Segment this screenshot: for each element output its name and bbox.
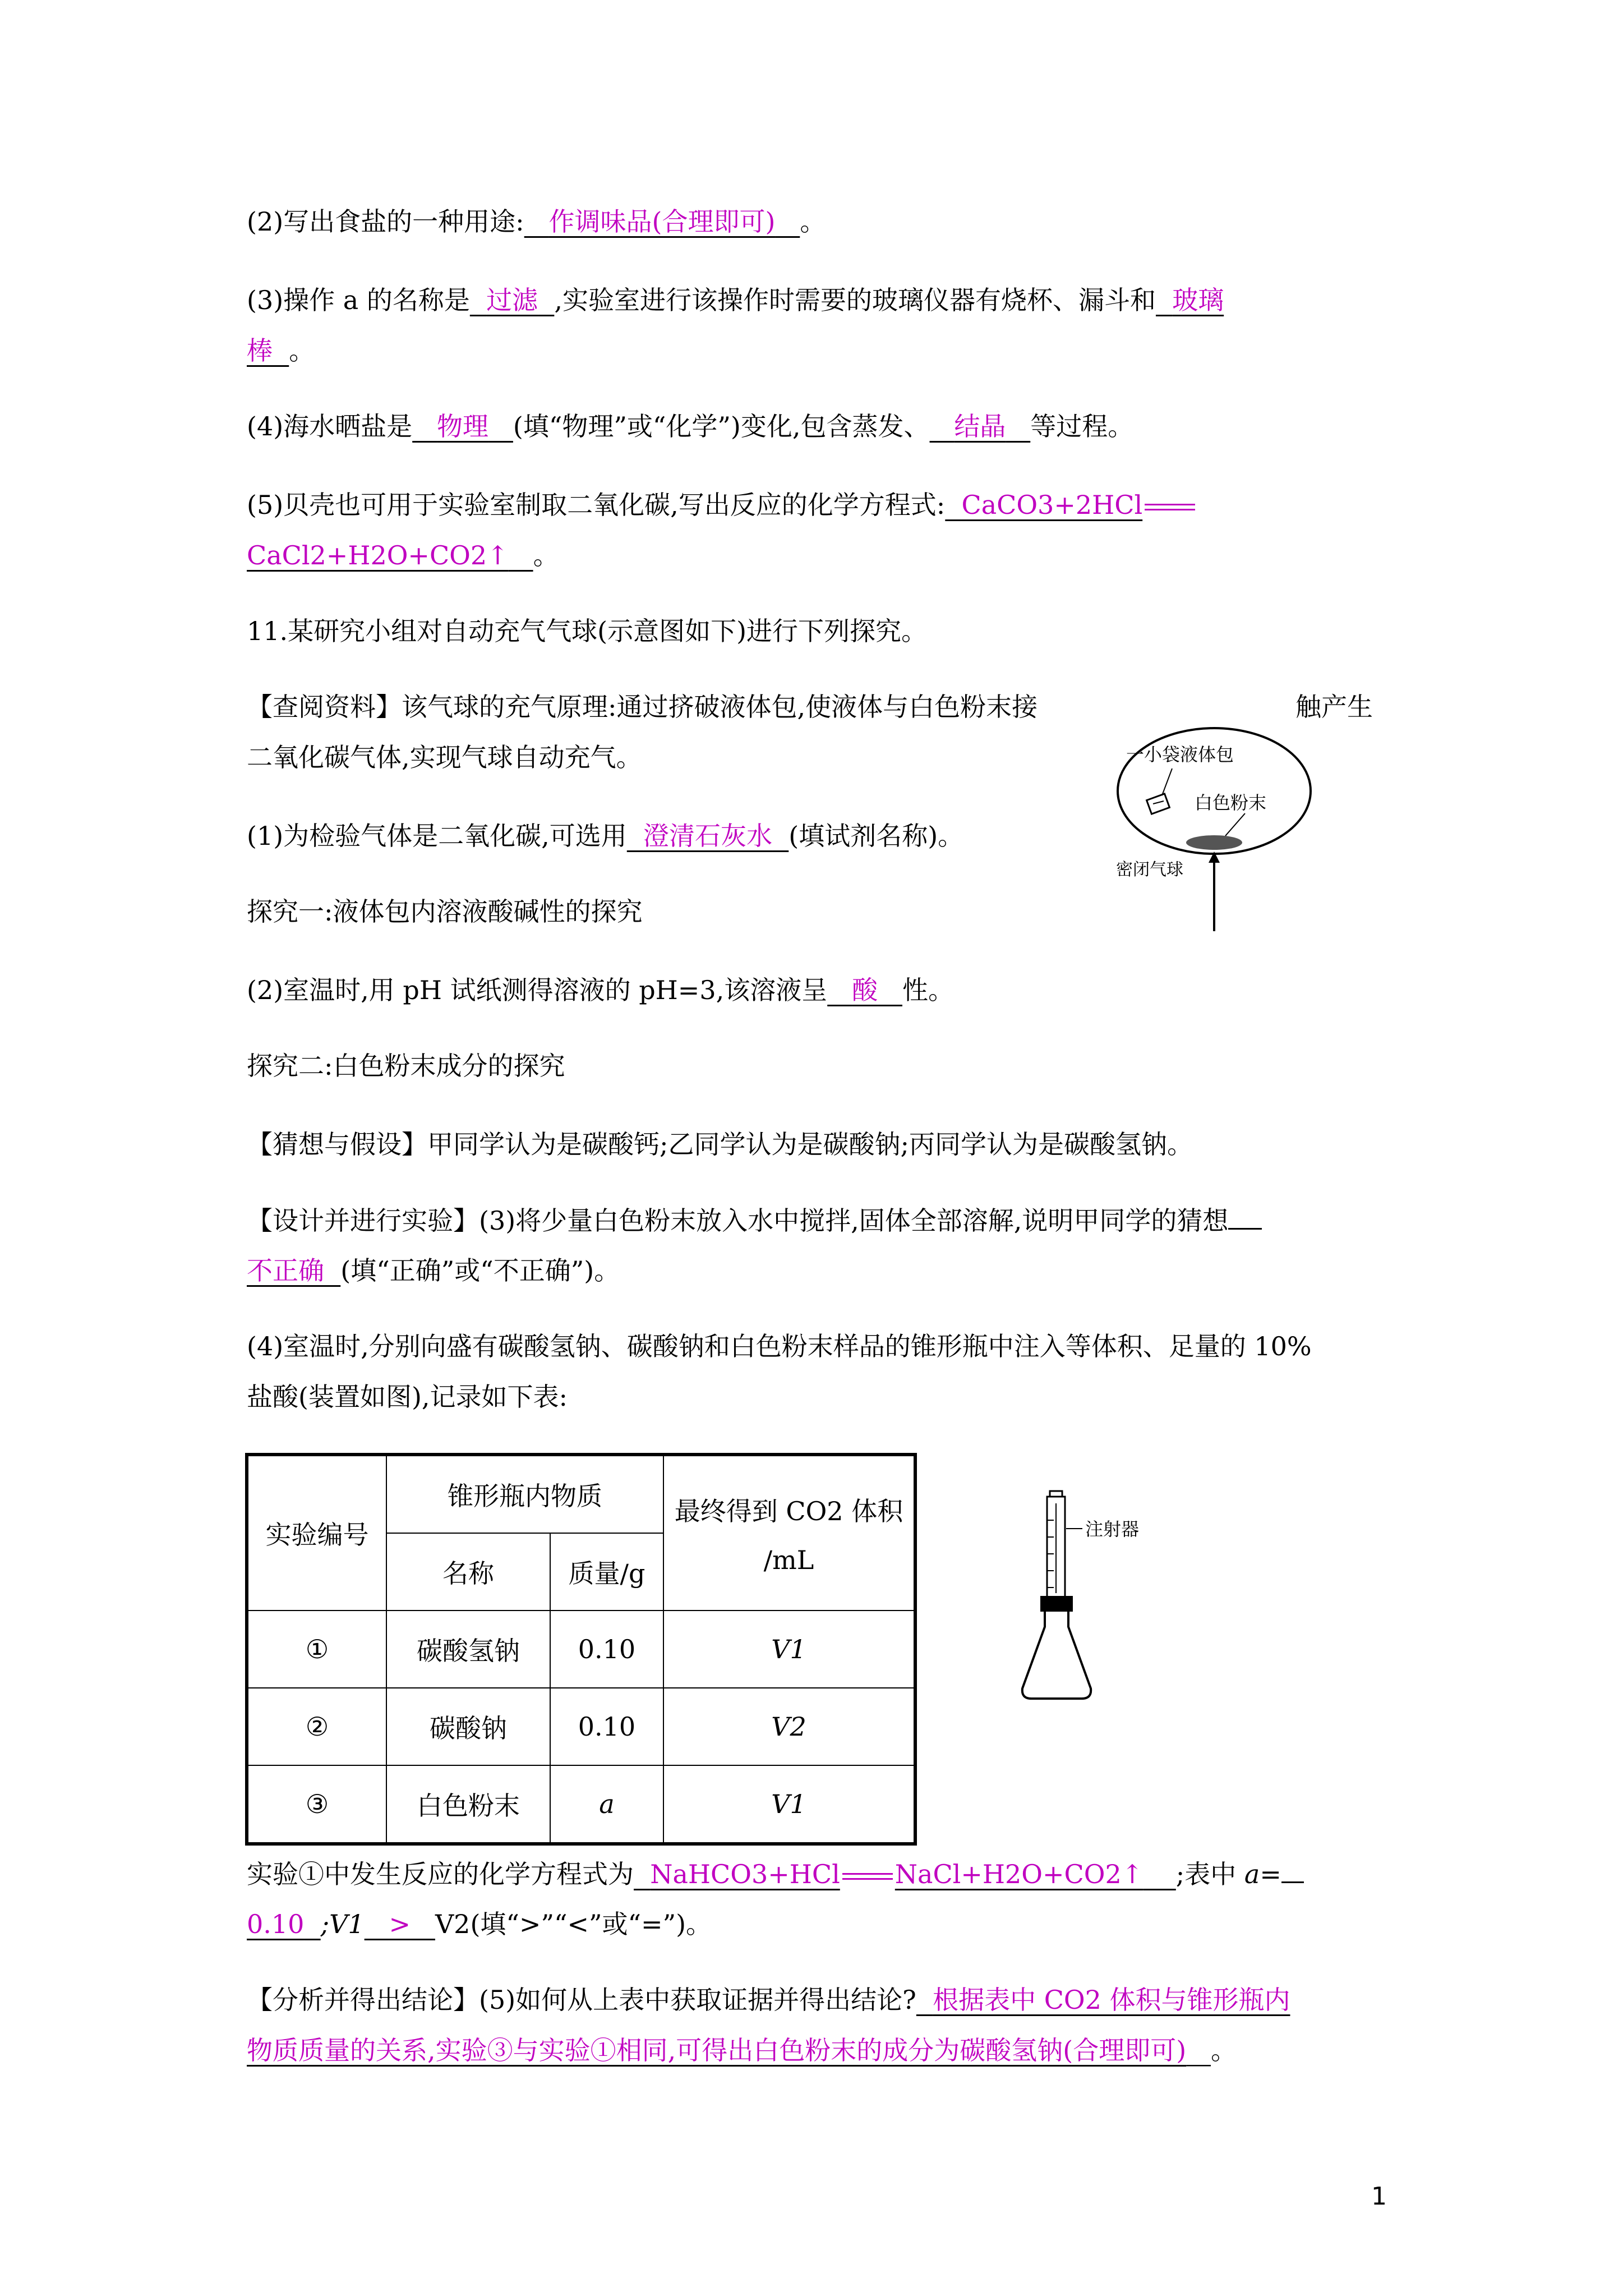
result-line2: 0.10 ;V1 > V2(填“>”“<”或“=”)。 — [247, 1909, 712, 1939]
conclusion-line1: 【分析并得出结论】(5)如何从上表中获取证据并得出结论? 根据表中 CO2 体积与锥形瓶内 — [247, 1985, 1290, 2015]
question-2: (2)写出食盐的一种用途: 作调味品(合理即可) 。 — [247, 206, 826, 237]
table-row: ③ 白色粉末 a V1 — [247, 1765, 915, 1844]
label-syringe: 注射器 — [1085, 1519, 1140, 1540]
sub-question-3-line2: 不正确 (填“正确”或“不正确”)。 — [247, 1255, 620, 1286]
answer-a-value: 0.10 — [247, 1909, 305, 1939]
header-experiment-no: 实验编号 — [247, 1455, 386, 1611]
question-3-line1: (3)操作 a 的名称是 过滤 ,实验室进行该操作时需要的玻璃仪器有烧杯、漏斗和 玻璃 — [247, 285, 1224, 315]
explore-1-heading: 探究一:液体包内溶液酸碱性的探究 — [247, 896, 643, 927]
answer-q4-2: 结晶 — [954, 411, 1006, 441]
syringe-flask-diagram — [1018, 1487, 1203, 1711]
info-line2: 二氧化碳气体,实现气球自动充气。 — [247, 742, 642, 772]
label-sealed-balloon: 密闭气球 — [1116, 860, 1183, 880]
answer-s2: 酸 — [852, 975, 878, 1005]
conclusion-line2: 物质质量的关系,实验③与实验①相同,可得出白色粉末的成分为碳酸氢钠(合理即可) 。 — [247, 2035, 1237, 2065]
answer-conclusion-1: 根据表中 CO2 体积与锥形瓶内 — [933, 1985, 1290, 2015]
header-co2-volume: 最终得到 CO2 体积 /mL — [663, 1455, 915, 1611]
sub-question-4-line2: 盐酸(装置如图),记录如下表: — [247, 1382, 568, 1412]
result-line1: 实验①中发生反应的化学方程式为 NaHCO3+HCl NaCl+H2O+CO2↑ ;表中 a= — [247, 1857, 1304, 1891]
question-3-line2: 棒 。 — [247, 335, 315, 366]
answer-q3-2a: 玻璃 — [1172, 285, 1224, 315]
question-5-line2: CaCl2+H2O+CO2↑ 。 — [247, 540, 559, 570]
question-11-title: 11.某研究小组对自动充气气球(示意图如下)进行下列探究。 — [247, 616, 928, 646]
answer-s3: 不正确 — [247, 1255, 324, 1286]
sub-question-1: (1)为检验气体是二氧化碳,可选用 澄清石灰水 (填试剂名称)。 — [247, 821, 964, 851]
answer-q2: 作调味品(合理即可) — [548, 206, 776, 237]
answer-conclusion-2: 物质质量的关系,实验③与实验①相同,可得出白色粉末的成分为碳酸氢钠(合理即可) — [247, 2035, 1187, 2065]
answer-q5-line2: CaCl2+H2O+CO2↑ — [247, 540, 509, 570]
header-mass: 质量/g — [550, 1533, 663, 1611]
question-4: (4)海水晒盐是 物理 (填“物理”或“化学”)变化,包含蒸发、 结晶 等过程。 — [247, 411, 1134, 441]
table-row: ② 碳酸钠 0.10 V2 — [247, 1688, 915, 1765]
sub-question-4-line1: (4)室温时,分别向盛有碳酸氢钠、碳酸钠和白色粉末样品的锥形瓶中注入等体积、足量的 10% — [247, 1331, 1312, 1361]
label-white-powder: 白色粉末 — [1195, 792, 1267, 813]
header-flask-contents: 锥形瓶内物质 — [386, 1455, 663, 1533]
label-liquid-bag: 一小袋液体包 — [1126, 744, 1234, 765]
balloon-diagram — [1110, 724, 1402, 937]
answer-equation: NaHCO3+HCl — [650, 1859, 840, 1889]
sub-question-3-line1: 【设计并进行实验】(3)将少量白色粉末放入水中搅拌,固体全部溶解,说明甲同学的猜想 — [247, 1203, 1262, 1237]
header-name: 名称 — [386, 1533, 550, 1611]
answer-q5-line1: CaCO3+2HCl — [961, 490, 1143, 520]
question-5-line1: (5)贝壳也可用于实验室制取二氧化碳,写出反应的化学方程式: CaCO3+2HCl — [247, 488, 1197, 522]
answer-comparison: > — [389, 1909, 411, 1939]
table-row: ① 碳酸氢钠 0.10 V1 — [247, 1611, 915, 1688]
equals-sign — [1145, 504, 1195, 510]
answer-s1: 澄清石灰水 — [643, 821, 773, 851]
answer-q4-1: 物理 — [437, 411, 489, 441]
explore-2-heading: 探究二:白色粉末成分的探究 — [247, 1051, 565, 1081]
answer-q3-1: 过滤 — [486, 285, 538, 315]
page-number: 1 — [1371, 2182, 1387, 2211]
info-line1: 【查阅资料】该气球的充气原理:通过挤破液体包,使液体与白色粉末接 — [247, 692, 1038, 722]
sub-question-2: (2)室温时,用 pH 试纸测得溶液的 pH=3,该溶液呈 酸 性。 — [247, 975, 954, 1005]
info-line1-end: 触产生 — [1295, 692, 1373, 722]
hypothesis: 【猜想与假设】甲同学认为是碳酸钙;乙同学认为是碳酸钠;丙同学认为是碳酸氢钠。 — [247, 1129, 1193, 1159]
answer-q3-2b: 棒 — [247, 335, 273, 366]
equals-sign-2 — [842, 1873, 893, 1880]
experiment-table — [245, 1453, 917, 1846]
